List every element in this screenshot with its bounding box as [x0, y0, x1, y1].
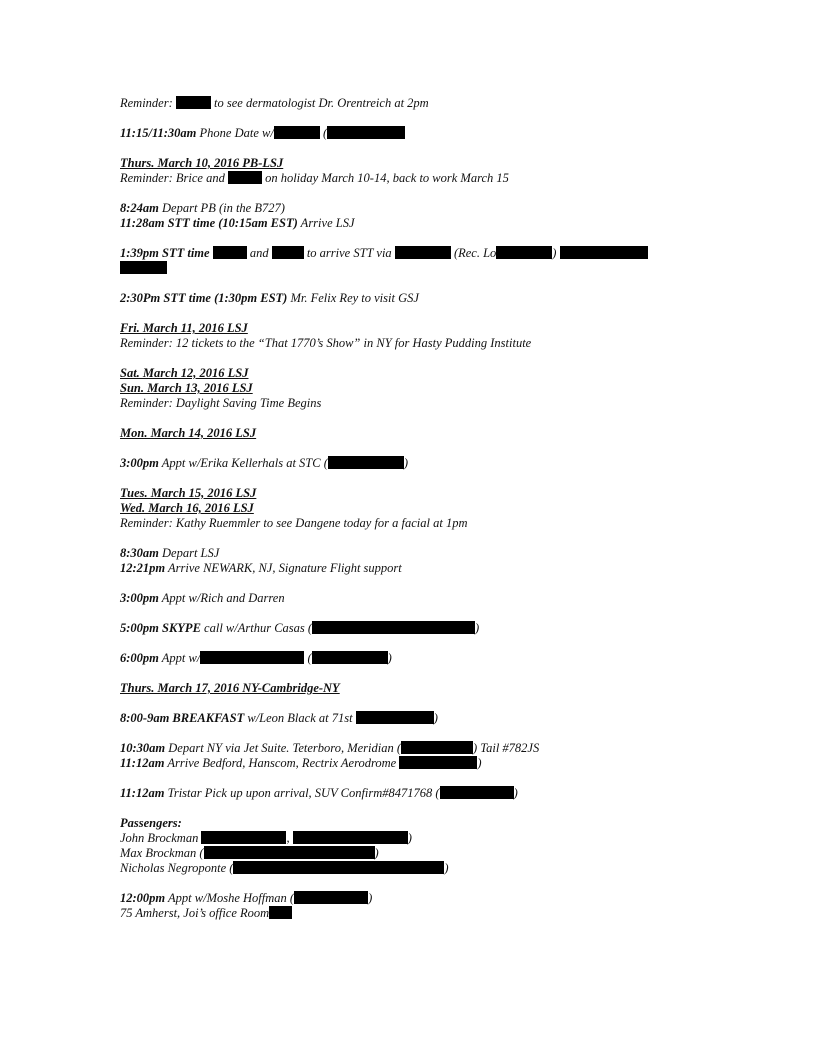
- entry-tristar-pickup: [120, 786, 680, 801]
- entry-arrive-newark: [120, 561, 680, 576]
- entry-depart-lsj: [120, 546, 680, 561]
- time: 11:28am STT time (10:15am EST): [120, 216, 298, 230]
- entry-reminder-tickets: Reminder: 12 tickets to the “That 1770’s Show” in NY for Hasty Pudding Institute: [120, 336, 532, 350]
- date-heading: Sun. March 13, 2016 LSJ: [120, 381, 253, 395]
- text: John Brockman: [120, 831, 202, 845]
- time: 10:30am: [120, 741, 166, 755]
- text: ): [407, 831, 412, 845]
- text: (: [319, 126, 328, 140]
- time: 1:39pm STT time: [120, 246, 210, 260]
- time: 3:00pm: [120, 591, 159, 605]
- text: Arrive LSJ: [297, 216, 355, 230]
- redaction-bar: [560, 246, 648, 259]
- entry-appt-redacted: [120, 651, 680, 666]
- text: ): [513, 786, 518, 800]
- passenger-nicholas-negroponte: [120, 861, 680, 876]
- entry-appt-erika: [120, 456, 680, 471]
- text: and: [246, 246, 272, 260]
- text: ): [477, 756, 482, 770]
- redaction-bar: [293, 831, 408, 844]
- time: 6:00pm: [120, 651, 159, 665]
- text: w/Leon Black at 71st: [244, 711, 356, 725]
- redaction-bar: [395, 246, 451, 259]
- entry-appt-moshe: [120, 891, 680, 906]
- text: ): [475, 621, 480, 635]
- text: Depart LSJ: [158, 546, 220, 560]
- redaction-bar: [401, 741, 473, 754]
- redaction-bar: [328, 456, 404, 469]
- time: 12:21pm: [120, 561, 166, 575]
- entry-arrive-lsj: [120, 216, 680, 231]
- text: Passengers:: [120, 816, 182, 830]
- entry-depart-pb: [120, 201, 680, 216]
- text: Max Brockman (: [120, 846, 204, 860]
- text: 75 Amherst, Joi’s office Room: [120, 906, 270, 920]
- text: Reminder: Brice and: [120, 171, 228, 185]
- text: ,: [286, 831, 293, 845]
- time: 2:30Pm STT time (1:30pm EST): [120, 291, 288, 305]
- text: call w/Arthur Casas (: [200, 621, 313, 635]
- entry-skype-call: [120, 621, 680, 636]
- entry-arrive-stt: [120, 246, 680, 261]
- entry-appt-rich-darren: [120, 591, 680, 606]
- time: 3:00pm: [120, 456, 159, 470]
- schedule-document: [120, 96, 680, 921]
- text: Phone Date w/: [196, 126, 274, 140]
- redaction-bar: [176, 96, 211, 109]
- entry-location: [120, 906, 680, 921]
- time: 12:00pm: [120, 891, 166, 905]
- text: on holiday March 10-14, back to work March 15: [261, 171, 509, 185]
- text: Mr. Felix Rey to visit GSJ: [287, 291, 419, 305]
- text: to arrive STT via: [303, 246, 395, 260]
- redaction-bar: [228, 171, 262, 184]
- date-heading: Tues. March 15, 2016 LSJ: [120, 486, 257, 500]
- text: Tristar Pick up upon arrival, SUV Confirm#8471768 (: [164, 786, 440, 800]
- date-heading: Sat. March 12, 2016 LSJ: [120, 366, 249, 380]
- redaction-bar: [294, 891, 368, 904]
- date-heading: Thurs. March 10, 2016 PB-LSJ: [120, 156, 284, 170]
- text: Appt w/Rich and Darren: [158, 591, 285, 605]
- entry-felix-rey: [120, 291, 680, 306]
- redaction-bar: [233, 861, 444, 874]
- text: ): [552, 246, 557, 260]
- text: ): [433, 711, 438, 725]
- text: ) Tail #782JS: [473, 741, 540, 755]
- passenger-john-brockman: [120, 831, 680, 846]
- entry-reminder-facial: Reminder: Kathy Ruemmler to see Dangene today for a facial at 1pm: [120, 516, 468, 530]
- date-heading: Mon. March 14, 2016 LSJ: [120, 426, 257, 440]
- redaction-bar: [327, 126, 405, 139]
- text: ): [444, 861, 449, 875]
- text: Arrive NEWARK, NJ, Signature Flight support: [165, 561, 402, 575]
- redaction-bar: [274, 126, 320, 139]
- date-heading: Fri. March 11, 2016 LSJ: [120, 321, 248, 335]
- redaction-bar: [200, 651, 304, 664]
- text: ): [374, 846, 379, 860]
- text: Nicholas Negroponte (: [120, 861, 234, 875]
- date-heading: Thurs. March 17, 2016 NY-Cambridge-NY: [120, 681, 340, 695]
- redaction-bar: [399, 756, 477, 769]
- redaction-bar: [204, 846, 375, 859]
- entry-breakfast: [120, 711, 680, 726]
- passenger-max-brockman: [120, 846, 680, 861]
- entry-arrive-stt-cont: [120, 261, 680, 276]
- redaction-bar: [312, 621, 475, 634]
- entry-phone-date: [120, 126, 680, 141]
- text: (: [304, 651, 312, 665]
- date-heading: Wed. March 16, 2016 LSJ: [120, 501, 254, 515]
- text: Appt w/: [158, 651, 201, 665]
- time: 11:12am: [120, 786, 165, 800]
- text: Appt w/Erika Kellerhals at STC (: [158, 456, 328, 470]
- redaction-bar: [312, 651, 388, 664]
- time: 5:00pm SKYPE: [120, 621, 201, 635]
- text: ): [403, 456, 409, 470]
- text: Appt w/Moshe Hoffman (: [165, 891, 295, 905]
- time: 8:00-9am BREAKFAST: [120, 711, 245, 725]
- redaction-bar: [120, 261, 167, 274]
- redaction-bar: [269, 906, 292, 919]
- redaction-bar: [356, 711, 434, 724]
- time: 11:15/11:30am: [120, 126, 197, 140]
- text: (Rec. Lo: [450, 246, 497, 260]
- redaction-bar: [213, 246, 247, 259]
- redaction-bar: [496, 246, 552, 259]
- passengers-heading: [120, 816, 680, 831]
- redaction-bar: [272, 246, 304, 259]
- redaction-bar: [440, 786, 514, 799]
- text: to see dermatologist Dr. Orentreich at 2pm: [210, 96, 429, 110]
- text: Depart NY via Jet Suite. Teterboro, Meridian (: [165, 741, 401, 755]
- entry-reminder-dermatologist: [120, 96, 680, 111]
- time: 8:24am: [120, 201, 159, 215]
- text: Reminder:: [120, 96, 176, 110]
- entry-depart-ny: [120, 741, 680, 756]
- entry-reminder-holiday: [120, 171, 680, 186]
- redaction-bar: [201, 831, 286, 844]
- text: ): [387, 651, 392, 665]
- time: 11:12am: [120, 756, 165, 770]
- entry-arrive-bedford: [120, 756, 680, 771]
- time: 8:30am: [120, 546, 159, 560]
- text: Depart PB (in the B727): [158, 201, 285, 215]
- text: ): [368, 891, 373, 905]
- entry-reminder-dst: Reminder: Daylight Saving Time Begins: [120, 396, 322, 410]
- text: Arrive Bedford, Hanscom, Rectrix Aerodrome: [164, 756, 400, 770]
